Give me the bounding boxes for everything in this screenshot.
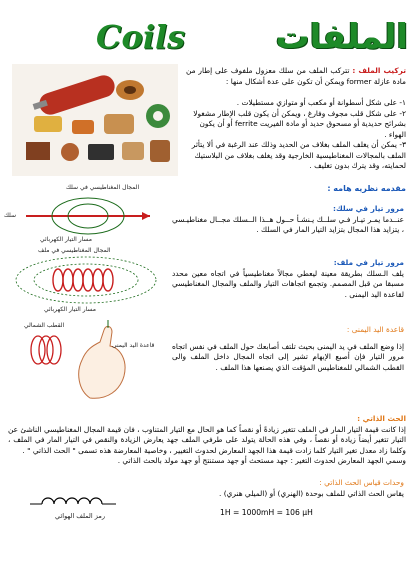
label-wire: سلك (4, 212, 17, 219)
label-field-wire: المجال المغناطيسي في سلك (66, 184, 140, 191)
label-coil-symbol: رمز الملف الهوائي (55, 512, 105, 520)
units-formula: 1H = 1000mH = 106 µH (220, 508, 313, 517)
intro-heading: تركيب الملف : (352, 66, 406, 75)
units-text: يقاس الحث الذاتي للملف بوحدة (الهنري) أو (الميلي هنري) . (219, 488, 404, 498)
intro-paragraph (186, 66, 406, 87)
coil-heading: مرور تيار في ملف: (333, 258, 404, 267)
right-hand-heading: قاعدة اليد اليمنى : (346, 325, 404, 334)
label-field-coil: المجال المغناطيسي في ملف (38, 247, 111, 254)
intro-list (182, 98, 414, 172)
units-heading: وحدات قياس الحث الذاتي : (319, 478, 404, 487)
intro-text: تتركب الملف من سلك معزول ملفوف على إطار من مادة عازلة former ويمكن أن تكون على عدة أشكال منها : (186, 66, 406, 86)
wire-text: عنــدما يمـر تيـار فـي سلــك يـنشـأ حــول هــذا الــسلك مجــال مغناطيـسي ، يتزايد هذا المجال بتزايد التيار المار في السلك . (172, 214, 404, 234)
coil-section (172, 258, 404, 300)
coil-symbol-icon (30, 494, 120, 508)
theory-heading: مقدمه نظريه هامه : (327, 184, 406, 193)
right-hand-text: إذا وضع الملف في يد اليمنى بحيث تلتف أصابعك حول الملف في نفس اتجاه مرور التيار فإن أصبع الإبهام تشير إلى اتجاه المجال داخل الملف والى القطب الشمالي للمغناطيس المؤقت الذي يصنعها هذا الملف . (172, 341, 404, 372)
coil-text: يلف الـسلك بطريقة معينة ليعطي مجالاً مغناطيسياً في اتجاه معين محدد مسبقا من قبل المصمم. وتجمع اتجاهات التيار والملف والمجال المغناطيسي لقاعدة اليد اليمنى . (172, 268, 404, 299)
label-current-path: مسار التيار الكهربائي (40, 236, 93, 243)
wire-section (172, 204, 404, 236)
coil-field-diagram (14, 254, 164, 306)
right-hand-diagram (20, 320, 150, 402)
coil-green-toroid-icon (146, 104, 170, 128)
list-item: ٣- يمكن أن يغلف الملف بغلاف من الحديد وذلك عند الرغبة في ألا يتأثر الملف بالمجالات المغناطيسية الخارجية وقد يغلف بغلاف من البلاستيك لحمايته، وقد يترك بدون تغليف . (191, 140, 406, 170)
self-induction-text-2: وسمي الجهد المعارض لحدوث التغير : جهد مستحث أو جهد مستنتج أو جهد مولد بالحث الذاتي . (117, 456, 406, 465)
wire-heading: مرور تيار في سلك: (332, 204, 404, 213)
label-north-pole: القطب الشمالي (24, 322, 65, 329)
label-right-hand: قاعدة اليد اليمنى (112, 342, 155, 349)
page-title-latin: Coils (96, 18, 186, 56)
list-item: ١- على شكل أسطوانة أو مكعب أو متوازي مستطيلات . (236, 98, 406, 107)
self-induction-section (8, 414, 406, 467)
right-hand-section (172, 325, 404, 373)
coil-copper-icon (116, 80, 144, 100)
page-title-arabic: الملفات (275, 17, 408, 57)
self-induction-heading: الحث الذاتي : (357, 414, 406, 423)
list-item: ٢- على شكل قلب مجوف وفارغ ، ويمكن أن يكون قلب الإطار مشغولا بشرائح حديدية أو مسحوق حديد أو مادة الفيريت ferrite أو أن يكون الهواء . (193, 108, 406, 139)
label-current-path-2: مسار التيار الكهربائي (44, 306, 97, 313)
units-section (180, 478, 404, 499)
coils-photo (12, 64, 178, 176)
self-induction-text: إذا كانت قيمة التيار المار في الملف تتغير زيادةً أو نقصاً كما هو الحال مع التيار المتناوب ، فان قيمة المجال المغناطيسي الناشئ عن التيار تتغير أيضاً زيادة أو نقصاً ، وفي هذه الحالة يتولد على طرفي الملف جهد يعارض الزيادة والنقص في التيار المار في الملف ، وكلما زاد معدل تغير التيار كلما زادت قيمة هذا الجهد المعارض لحدوث التغيير ، وخاصية المعارضة هذه تسمى " الحث الذاتي " . (8, 424, 406, 455)
